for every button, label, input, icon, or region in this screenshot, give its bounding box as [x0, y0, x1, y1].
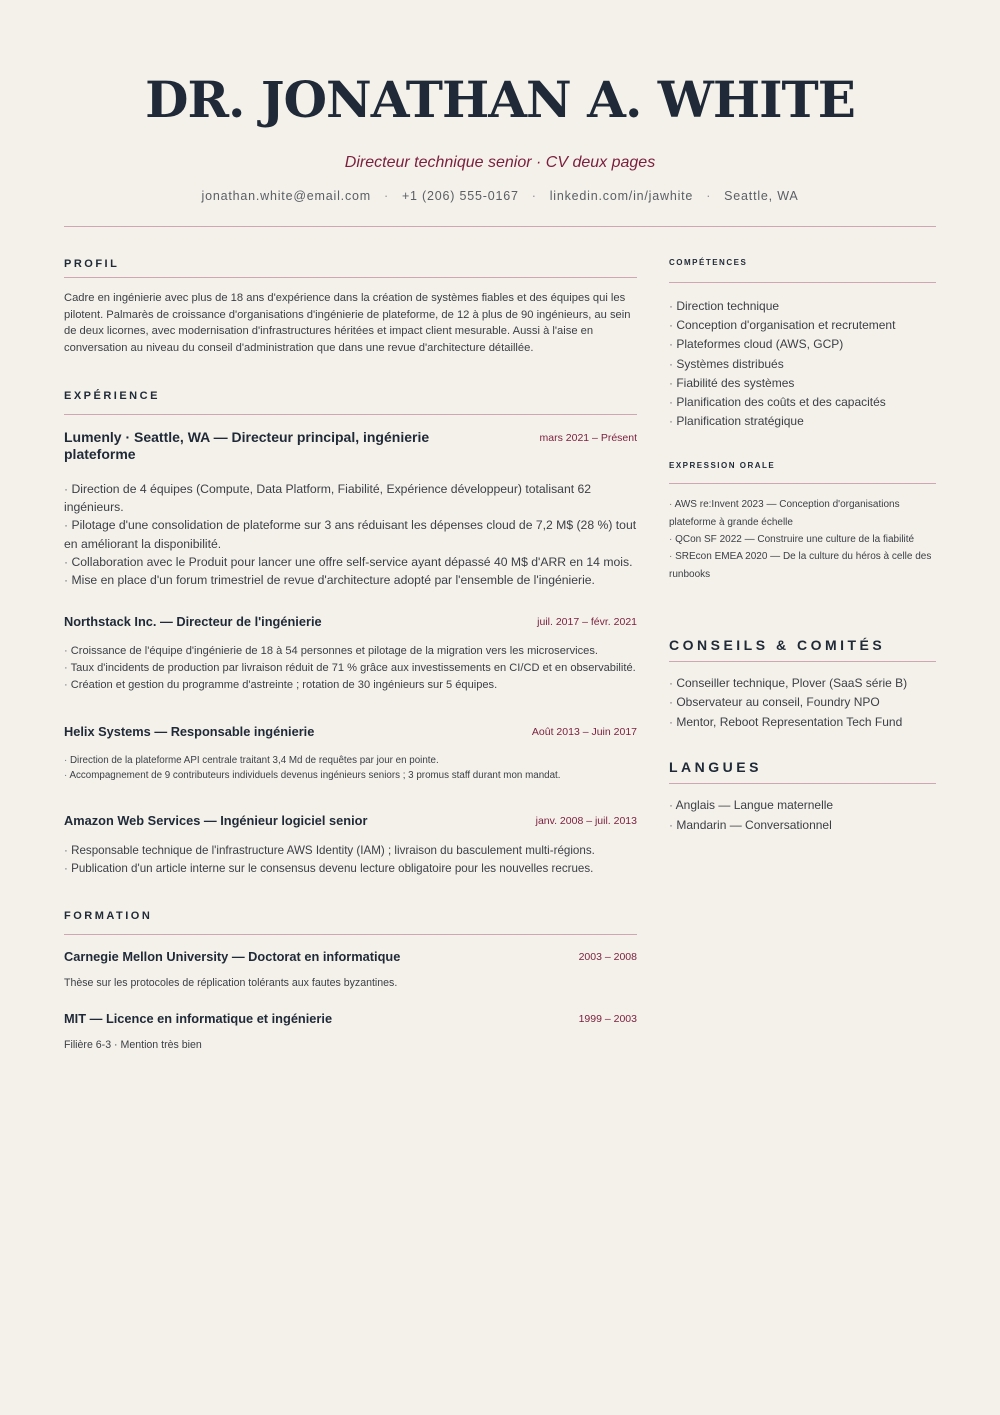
job-title: Helix Systems — Responsable ingénierie [64, 723, 315, 739]
list-item: · Pilotage d'une consolidation de plateforme sur 3 ans réduisant les dépenses cloud de 7,2 M$ (28 %) tout en améliorant la disponibilité. [64, 516, 637, 552]
education-entry [64, 1011, 637, 1051]
degree-note: Filière 6-3 · Mention très bien [64, 1038, 202, 1051]
speaking-list [669, 496, 936, 582]
list-item: · Mise en place d'un forum trimestriel de revue d'architecture adopté par l'ensemble de l'ingénierie. [64, 571, 637, 589]
boards-section [669, 637, 936, 733]
header-divider [64, 226, 936, 227]
job-title: Northstack Inc. — Directeur de l'ingénierie [64, 614, 322, 630]
list-item: · Plateformes cloud (AWS, GCP) [669, 335, 936, 354]
degree-dates: 2003 – 2008 [578, 950, 637, 963]
list-item: · Mandarin — Conversationnel [669, 816, 936, 836]
job-bullets [64, 643, 637, 693]
section-heading: CONSEILS & COMITÉS [669, 637, 936, 662]
section-heading: FORMATION [64, 910, 637, 935]
degree-dates: 1999 – 2003 [578, 1012, 637, 1025]
boards-list [669, 674, 936, 733]
list-item: · Planification des coûts et des capacités [669, 393, 936, 412]
list-item: · Accompagnement de 9 contributeurs individuels devenus ingénieurs seniors ; 3 promus staff durant mon mandat. [64, 768, 637, 783]
skills-list [669, 297, 936, 431]
job-title: Amazon Web Services — Ingénieur logiciel senior [64, 812, 368, 828]
education-section [64, 910, 637, 1051]
section-heading: COMPÉTENCES [669, 258, 936, 283]
section-heading: EXPÉRIENCE [64, 390, 637, 415]
section-heading: PROFIL [64, 258, 637, 278]
contact-separator: · [383, 189, 389, 203]
main-column [64, 258, 637, 1051]
skills-section [669, 258, 936, 431]
list-item: · Fiabilité des systèmes [669, 374, 936, 393]
job-entry [64, 724, 637, 783]
languages-section [669, 759, 936, 835]
section-heading: LANGUES [669, 759, 936, 784]
contact-location: Seattle, WA [724, 189, 799, 203]
list-item: · Conception d'organisation et recrutement [669, 316, 936, 335]
section-heading: EXPRESSION ORALE [669, 461, 936, 484]
contact-email[interactable]: jonathan.white@email.com [201, 189, 371, 203]
job-dates: mars 2021 – Présent [539, 432, 637, 444]
job-title: Lumenly · Seattle, WA — Directeur principal, ingénierie plateforme [64, 429, 430, 462]
experience-section [64, 390, 637, 878]
list-item: · Systèmes distribués [669, 355, 936, 374]
list-item: · Conseiller technique, Plover (SaaS série B) [669, 674, 936, 694]
list-item: · Croissance de l'équipe d'ingénierie de 18 à 54 personnes et pilotage de la migration vers les microservices. [64, 643, 637, 660]
list-item: · Direction de la plateforme API centrale traitant 3,4 Md de requêtes par jour en pointe. [64, 753, 637, 768]
list-item: · Collaboration avec le Produit pour lancer une offre self-service ayant dépassé 40 M$ d'ARR en 14 mois. [64, 553, 637, 571]
languages-list [669, 796, 936, 835]
list-item: · Responsable technique de l'infrastructure AWS Identity (IAM) ; livraison du basculement multi-régions. [64, 842, 637, 860]
speaking-section [669, 461, 936, 582]
list-item: · Publication d'un article interne sur le consensus devenu lecture obligatoire pour les nouvelles recrues. [64, 860, 637, 878]
degree-note: Thèse sur les protocoles de réplication tolérants aux fautes byzantines. [64, 976, 398, 989]
contact-separator: · [531, 189, 537, 203]
education-entry [64, 949, 637, 989]
job-dates: juil. 2017 – févr. 2021 [537, 616, 637, 629]
list-item: · Observateur au conseil, Foundry NPO [669, 693, 936, 713]
job-bullets [64, 480, 637, 589]
list-item: · Mentor, Reboot Representation Tech Fund [669, 713, 936, 733]
job-entry [64, 429, 637, 589]
contact-separator: · [706, 189, 712, 203]
resume-subtitle: Directeur technique senior · CV deux pages [344, 154, 656, 171]
list-item: · QCon SF 2022 — Construire une culture de la fiabilité [669, 531, 936, 548]
list-item: · Direction technique [669, 297, 936, 316]
job-entry [64, 614, 637, 693]
resume-header [0, 0, 1000, 203]
job-bullets [64, 842, 637, 878]
job-dates: Août 2013 – Juin 2017 [531, 725, 637, 738]
list-item: · Création et gestion du programme d'astreinte ; rotation de 30 ingénieurs sur 5 équipes. [64, 677, 637, 694]
job-entry [64, 813, 637, 878]
contact-line [0, 189, 1000, 203]
job-bullets [64, 753, 637, 783]
candidate-name: DR. JONATHAN A. WHITE [145, 70, 855, 129]
list-item: · Anglais — Langue maternelle [669, 796, 936, 816]
list-item: · Taux d'incidents de production par livraison réduit de 71 % grâce aux investissements en CI/CD et en observabilité. [64, 660, 637, 677]
list-item: · Direction de 4 équipes (Compute, Data Platform, Fiabilité, Expérience développeur) totalisant 62 ingénieurs. [64, 480, 637, 516]
list-item: · Planification stratégique [669, 412, 936, 431]
degree-title: Carnegie Mellon University — Doctorat en informatique [64, 948, 401, 964]
contact-phone[interactable]: +1 (206) 555-0167 [401, 189, 519, 203]
job-dates: janv. 2008 – juil. 2013 [535, 814, 637, 827]
list-item: · SREcon EMEA 2020 — De la culture du héros à celle des runbooks [669, 548, 936, 583]
contact-linkedin[interactable]: linkedin.com/in/jawhite [549, 189, 694, 203]
profile-section [64, 258, 637, 356]
list-item: · AWS re:Invent 2023 — Conception d'organisations plateforme à grande échelle [669, 496, 936, 531]
side-column [669, 258, 936, 835]
profile-text: Cadre en ingénierie avec plus de 18 ans d'expérience dans la création de systèmes fiables et des équipes qui les pilotent. Palmarès de croissance d'organisations d'ingénierie de plateforme, de 12 à plus de 90 ingénieurs, au sein de deux licornes, avec modernisation d'infrastructures héritées et impact client mesurable. Aussi à l'aise en conversation au niveau du conseil d'administration que dans une revue d'architecture détaillée. [64, 292, 631, 354]
degree-title: MIT — Licence en informatique et ingénierie [64, 1010, 333, 1026]
